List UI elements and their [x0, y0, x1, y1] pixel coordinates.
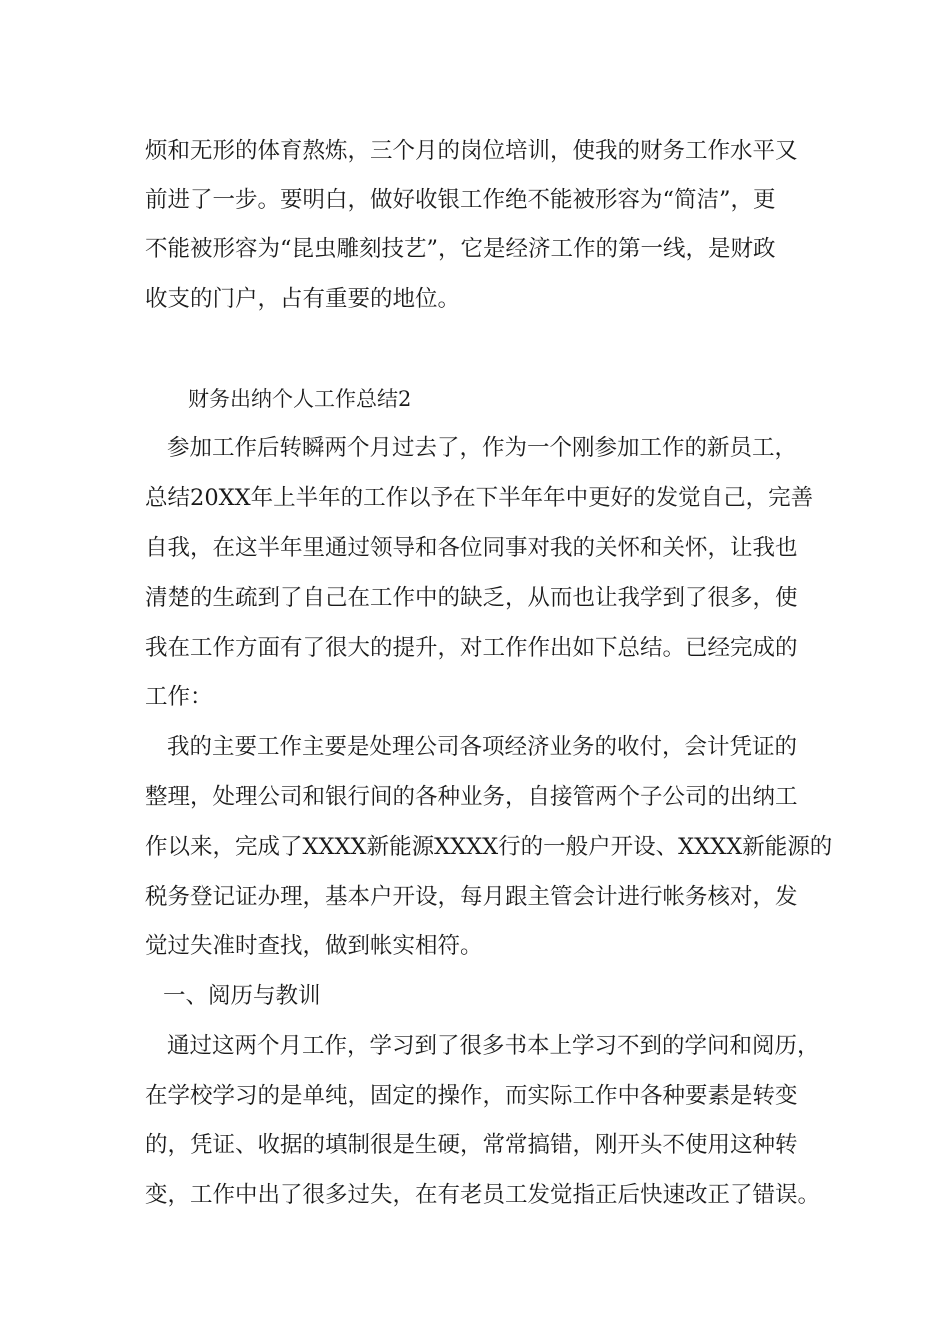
text-line: 烦和无形的体育熬炼，三个月的岗位培训，使我的财务工作水平又 [145, 138, 798, 164]
section-title: 财务出纳个人工作总结2 [188, 387, 412, 411]
text-line: 我在工作方面有了很大的提升，对工作作出如下总结。已经完成的 [145, 635, 798, 661]
text-line: 自我，在这半年里通过领导和各位同事对我的关怀和关怀，让我也 [145, 535, 798, 561]
text-line: 整理，处理公司和银行间的各种业务，自接管两个子公司的出纳工 [145, 784, 798, 810]
text-line: 作以来，完成了XXXX新能源XXXX行的一般户开设、XXXX新能源的 [145, 834, 833, 860]
text-line: 在学校学习的是单纯，固定的操作，而实际工作中各种要素是转变 [145, 1083, 798, 1109]
text-line: 不能被形容为“昆虫雕刻技艺”，它是经济工作的第一线，是财政 [145, 236, 776, 262]
text-line: 通过这两个月工作，学习到了很多书本上学习不到的学问和阅历， [167, 1033, 820, 1059]
text-line: 我的主要工作主要是处理公司各项经济业务的收付，会计凭证的 [167, 734, 798, 760]
subheading: 一、阅历与教训 [163, 983, 321, 1009]
text-line: 觉过失准时查找，做到帐实相符。 [145, 933, 483, 959]
text-line: 的，凭证、收据的填制很是生硬，常常搞错，刚开头不使用这种转 [145, 1132, 798, 1158]
text-line: 收支的门户，占有重要的地位。 [145, 286, 461, 312]
text-line: 工作： [145, 684, 213, 710]
text-line: 清楚的生疏到了自己在工作中的缺乏，从而也让我学到了很多，使 [145, 585, 798, 611]
text-line: 前进了一步。要明白，做好收银工作绝不能被形容为“简洁”，更 [145, 187, 776, 213]
text-line: 总结20XX年上半年的工作以予在下半年年中更好的发觉自己，完善 [145, 485, 814, 511]
text-line: 参加工作后转瞬两个月过去了，作为一个刚参加工作的新员工， [167, 435, 798, 461]
text-line: 税务登记证办理，基本户开设，每月跟主管会计进行帐务核对，发 [145, 884, 798, 910]
text-line: 变，工作中出了很多过失，在有老员工发觉指正后快速改正了错误。 [145, 1182, 821, 1208]
